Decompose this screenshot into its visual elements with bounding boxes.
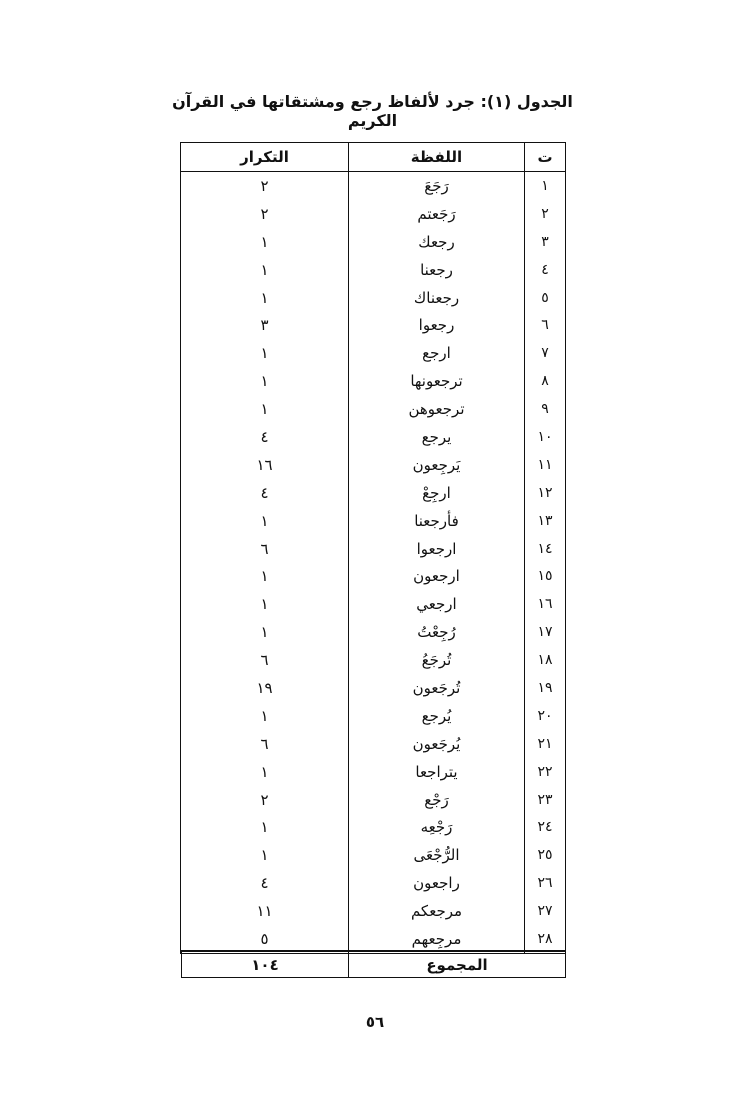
table-row <box>181 423 566 451</box>
row-word: يتراجعا <box>349 758 525 786</box>
row-word: يُرجع <box>349 702 525 730</box>
row-count: ١ <box>260 567 269 586</box>
row-word: رَجْعِه <box>349 813 525 841</box>
table-row <box>181 479 566 507</box>
total-row <box>181 950 566 978</box>
row-num: ٢٤ <box>525 813 566 841</box>
row-num: ٢٢ <box>525 758 566 786</box>
table-row <box>181 200 566 228</box>
row-word: راجعون <box>349 869 525 897</box>
row-word: تُرجَعُ <box>349 646 525 674</box>
row-num: ١٦ <box>525 590 566 618</box>
row-word: الرُّجْعَى <box>349 841 525 869</box>
table-row <box>181 367 566 395</box>
row-num: ٦ <box>525 311 566 339</box>
table-row <box>181 256 566 284</box>
row-word: ارجعوا <box>349 535 525 563</box>
table-row <box>181 228 566 256</box>
row-count: ١١ <box>256 902 273 921</box>
row-count: ١ <box>260 288 269 307</box>
row-num: ١٠ <box>525 423 566 451</box>
row-word: مرجعكم <box>349 897 525 925</box>
row-count: ١ <box>260 762 269 781</box>
table-row <box>181 869 566 897</box>
row-count: ٦ <box>260 539 269 558</box>
row-count: ٦ <box>260 651 269 670</box>
row-word: رُجِعْتُ <box>349 618 525 646</box>
row-word: ارجعون <box>349 562 525 590</box>
row-num: ٩ <box>525 395 566 423</box>
row-count: ٢ <box>260 176 269 195</box>
row-word: ترجعونها <box>349 367 525 395</box>
row-count: ١ <box>260 706 269 725</box>
row-num: ١١ <box>525 451 566 479</box>
table-row <box>181 172 566 200</box>
row-num: ٢ <box>525 200 566 228</box>
row-num: ٢٦ <box>525 869 566 897</box>
table-row <box>181 507 566 535</box>
table-row <box>181 758 566 786</box>
row-count: ٥ <box>260 929 269 948</box>
row-num: ٢٠ <box>525 702 566 730</box>
table-row <box>181 535 566 563</box>
row-num: ٢٣ <box>525 786 566 814</box>
row-num: ٣ <box>525 228 566 256</box>
row-count: ١٩ <box>256 678 273 697</box>
row-count: ٤ <box>260 427 269 446</box>
row-num: ٥ <box>525 284 566 312</box>
page-number: ٥٦ <box>365 1013 385 1031</box>
row-num: ١٩ <box>525 674 566 702</box>
row-count: ١ <box>260 846 269 865</box>
row-count: ٢ <box>260 790 269 809</box>
row-count: ١ <box>260 260 269 279</box>
table-row <box>181 311 566 339</box>
row-word: تُرجَعون <box>349 674 525 702</box>
row-num: ٧ <box>525 339 566 367</box>
row-word: مرجِعهم <box>349 925 525 953</box>
row-num: ٢٧ <box>525 897 566 925</box>
row-count: ١٦ <box>256 455 273 474</box>
row-word: رجعنا <box>349 256 525 284</box>
row-num: ١٥ <box>525 562 566 590</box>
row-word: ارجع <box>349 339 525 367</box>
row-num: ١٣ <box>525 507 566 535</box>
table-caption: الجدول (١): جرد لألفاظ رجع ومشتقاتها في القرآن الكريم <box>172 92 573 130</box>
row-count: ٤ <box>260 483 269 502</box>
row-word: رَجَعَ <box>349 172 525 200</box>
row-count: ١ <box>260 623 269 642</box>
table-row <box>181 897 566 925</box>
row-count: ١ <box>260 344 269 363</box>
row-count: ١ <box>260 400 269 419</box>
row-count: ٤ <box>260 874 269 893</box>
row-num: ١٢ <box>525 479 566 507</box>
table-row <box>181 841 566 869</box>
row-count: ٣ <box>260 316 269 335</box>
table-row <box>181 702 566 730</box>
row-num: ٨ <box>525 367 566 395</box>
row-num: ١ <box>525 172 566 200</box>
row-num: ١٤ <box>525 535 566 563</box>
row-word: رَجَعتم <box>349 200 525 228</box>
row-count: ٢ <box>260 204 269 223</box>
table-row <box>181 590 566 618</box>
row-num: ١٧ <box>525 618 566 646</box>
row-count: ١ <box>260 372 269 391</box>
table-row <box>181 813 566 841</box>
row-word: ارجِعْ <box>349 479 525 507</box>
row-num: ١٨ <box>525 646 566 674</box>
table-row <box>181 451 566 479</box>
table-row <box>181 284 566 312</box>
table-row <box>181 562 566 590</box>
row-word: رَجْع <box>349 786 525 814</box>
row-count: ٦ <box>260 734 269 753</box>
table-row <box>181 618 566 646</box>
table-row <box>181 786 566 814</box>
total-value: ١٠٤ <box>251 956 279 974</box>
table-row <box>181 339 566 367</box>
row-word: ترجعوهن <box>349 395 525 423</box>
total-label: المجموع <box>348 952 565 977</box>
row-word: يُرجَعون <box>349 730 525 758</box>
row-count: ١ <box>260 232 269 251</box>
row-count: ١ <box>260 595 269 614</box>
row-num: ٤ <box>525 256 566 284</box>
row-word: رجعناك <box>349 284 525 312</box>
table-row <box>181 730 566 758</box>
header-count: التكرار <box>181 143 349 172</box>
row-word: رجعك <box>349 228 525 256</box>
row-word: يَرجِعون <box>349 451 525 479</box>
table-row <box>181 674 566 702</box>
row-word: رجعوا <box>349 311 525 339</box>
inventory-table <box>180 142 566 954</box>
header-num: ت <box>525 143 566 172</box>
row-word: يرجع <box>349 423 525 451</box>
row-count: ١ <box>260 511 269 530</box>
table-header-row <box>181 143 566 172</box>
header-word: اللفظة <box>349 143 525 172</box>
row-word: ارجعي <box>349 590 525 618</box>
row-num: ٢٥ <box>525 841 566 869</box>
row-num: ٢٨ <box>525 925 566 953</box>
row-count: ١ <box>260 818 269 837</box>
row-word: فأرجعنا <box>349 507 525 535</box>
table-row <box>181 646 566 674</box>
row-num: ٢١ <box>525 730 566 758</box>
table-row <box>181 395 566 423</box>
